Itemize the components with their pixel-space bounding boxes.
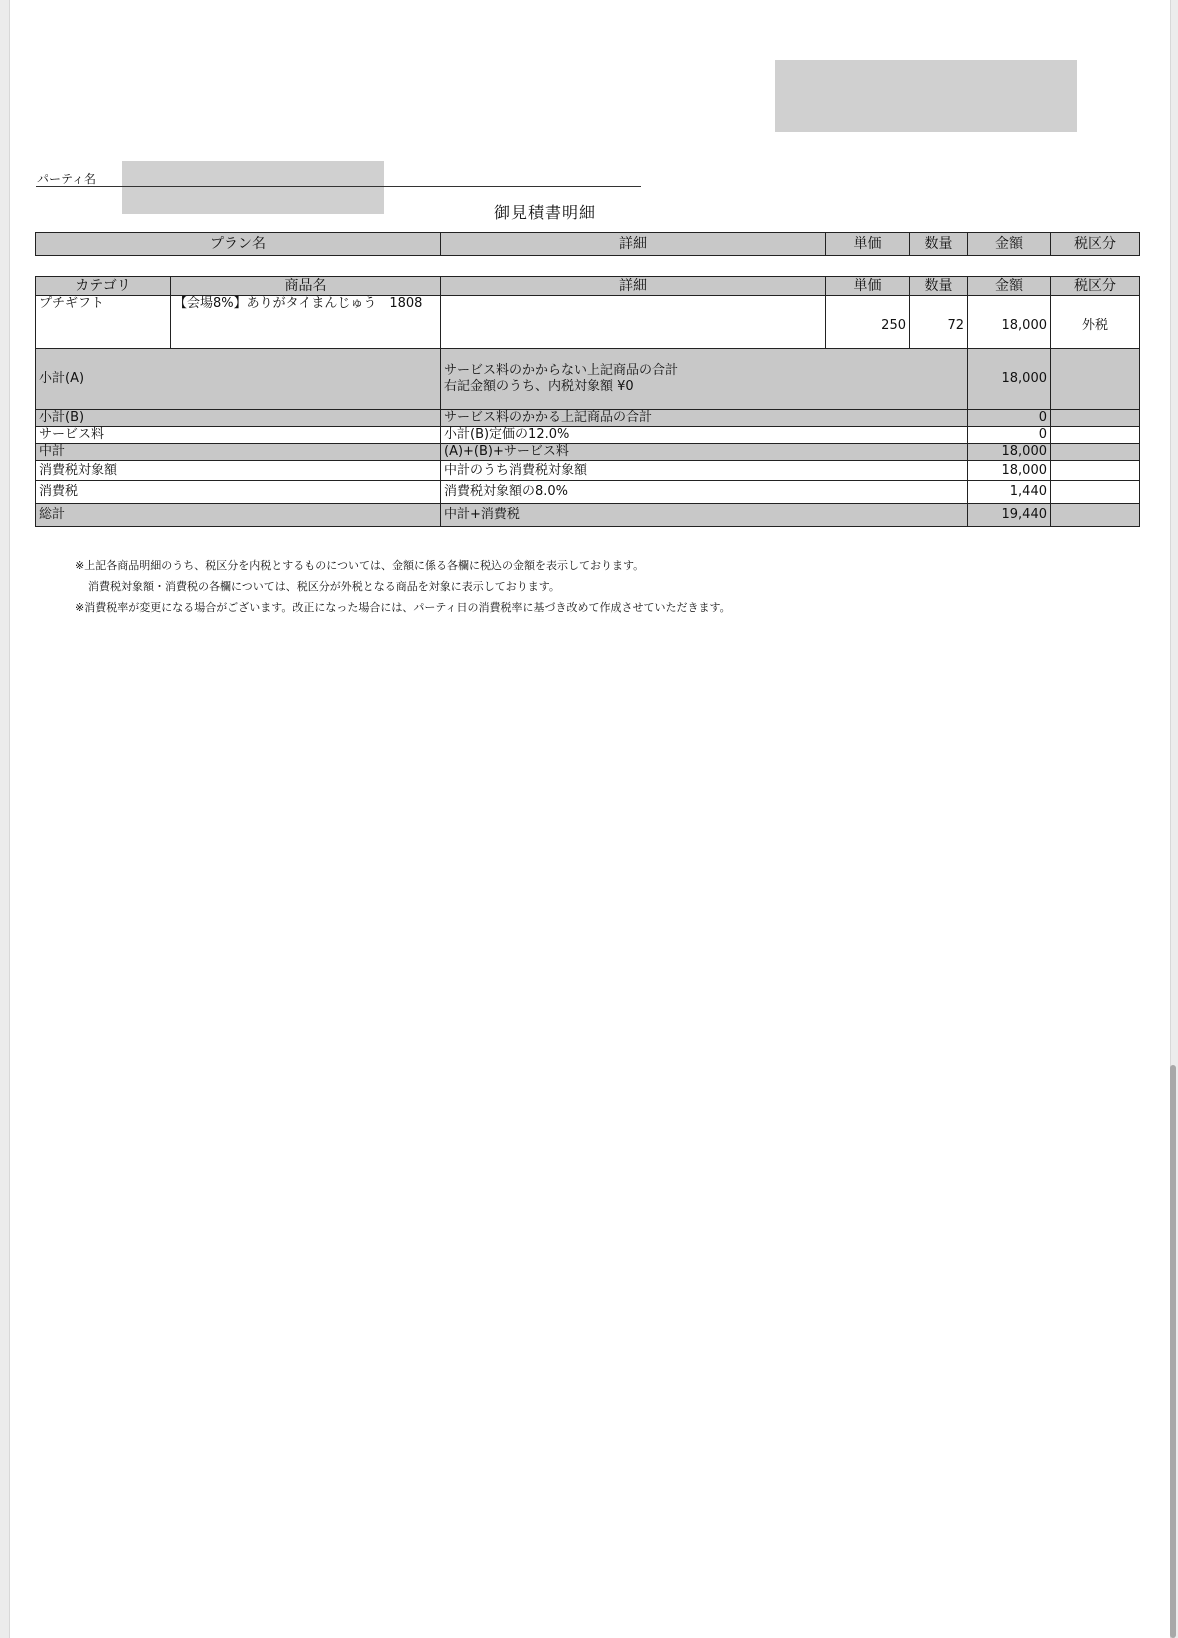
redacted-party-name bbox=[122, 161, 384, 214]
item-quantity: 72 bbox=[910, 296, 968, 349]
party-name-label: パーティ名 bbox=[37, 172, 97, 186]
taxable-amount-tax-cell bbox=[1051, 461, 1140, 481]
product-header: 商品名 bbox=[171, 277, 441, 296]
middle-total-detail: (A)+(B)+サービス料 bbox=[441, 444, 968, 461]
subtotal-a-detail-line1: サービス料のかからない上記商品の合計 bbox=[444, 363, 679, 378]
item-detail bbox=[441, 296, 826, 349]
subtotal-a-tax-cell bbox=[1051, 349, 1140, 410]
service-fee-tax-cell bbox=[1051, 427, 1140, 444]
vertical-scrollbar[interactable] bbox=[1170, 1065, 1176, 1638]
party-name-underline bbox=[36, 186, 641, 187]
subtotal-a-detail-line2: 右記金額のうち、内税対象額 ¥0 bbox=[444, 379, 634, 394]
taxable-amount-value: 18,000 bbox=[968, 461, 1051, 481]
subtotal-b-row bbox=[36, 410, 1140, 427]
footnote-2: 消費税対象額・消費税の各欄については、税区分が外税となる商品を対象に表示しております。 bbox=[88, 580, 560, 593]
consumption-tax-amount: 1,440 bbox=[968, 481, 1051, 504]
grand-total-label: 総計 bbox=[36, 504, 441, 527]
taxable-amount-detail: 中計のうち消費税対象額 bbox=[441, 461, 968, 481]
subtotal-a-amount: 18,000 bbox=[968, 349, 1051, 410]
plan-quantity-header: 数量 bbox=[910, 233, 968, 256]
item-amount: 18,000 bbox=[968, 296, 1051, 349]
middle-total-label: 中計 bbox=[36, 444, 441, 461]
middle-total-amount: 18,000 bbox=[968, 444, 1051, 461]
consumption-tax-row bbox=[36, 481, 1140, 504]
item-detail-header: 詳細 bbox=[441, 277, 826, 296]
grand-total-detail: 中計+消費税 bbox=[441, 504, 968, 527]
item-amount-header: 金額 bbox=[968, 277, 1051, 296]
item-unit-price: 250 bbox=[826, 296, 910, 349]
subtotal-a-detail bbox=[441, 349, 968, 410]
table-row bbox=[36, 296, 1140, 349]
item-table bbox=[35, 276, 1140, 527]
subtotal-b-label: 小計(B) bbox=[36, 410, 441, 427]
middle-total-row bbox=[36, 444, 1140, 461]
footnote-3: ※消費税率が変更になる場合がございます。改正になった場合には、パーティ日の消費税率に基づき改めて作成させていただきます。 bbox=[75, 601, 731, 614]
grand-total-row bbox=[36, 504, 1140, 527]
item-tax-type-header: 税区分 bbox=[1051, 277, 1140, 296]
taxable-amount-row bbox=[36, 461, 1140, 481]
document-title: 御見積書明細 bbox=[493, 203, 596, 222]
consumption-tax-label: 消費税 bbox=[36, 481, 441, 504]
plan-unit-price-header: 単価 bbox=[826, 233, 910, 256]
item-tax-type: 外税 bbox=[1051, 296, 1140, 349]
service-fee-amount: 0 bbox=[968, 427, 1051, 444]
footnote-1: ※上記各商品明細のうち、税区分を内税とするものについては、金額に係る各欄に税込の金額を表示しております。 bbox=[75, 559, 645, 572]
subtotal-b-detail: サービス料のかかる上記商品の合計 bbox=[441, 410, 968, 427]
estimate-page bbox=[9, 0, 1171, 1638]
plan-header-row bbox=[36, 233, 1140, 256]
footnotes bbox=[75, 555, 731, 618]
redacted-block-top bbox=[775, 60, 1077, 132]
subtotal-b-amount: 0 bbox=[968, 410, 1051, 427]
item-product-name: 【会場8%】ありがタイまんじゅう 1808 bbox=[171, 296, 441, 349]
plan-tax-type-header: 税区分 bbox=[1051, 233, 1140, 256]
subtotal-a-label: 小計(A) bbox=[36, 349, 441, 410]
service-fee-row bbox=[36, 427, 1140, 444]
consumption-tax-tax-cell bbox=[1051, 481, 1140, 504]
item-category: プチギフト bbox=[36, 296, 171, 349]
plan-amount-header: 金額 bbox=[968, 233, 1051, 256]
plan-name-header: プラン名 bbox=[36, 233, 441, 256]
consumption-tax-detail: 消費税対象額の8.0% bbox=[441, 481, 968, 504]
category-header: カテゴリ bbox=[36, 277, 171, 296]
taxable-amount-label: 消費税対象額 bbox=[36, 461, 441, 481]
grand-total-amount: 19,440 bbox=[968, 504, 1051, 527]
service-fee-label: サービス料 bbox=[36, 427, 441, 444]
item-header-row bbox=[36, 277, 1140, 296]
plan-table bbox=[35, 232, 1140, 256]
service-fee-detail: 小計(B)定価の12.0% bbox=[441, 427, 968, 444]
subtotal-a-row bbox=[36, 349, 1140, 410]
plan-detail-header: 詳細 bbox=[441, 233, 826, 256]
middle-total-tax-cell bbox=[1051, 444, 1140, 461]
item-unit-price-header: 単価 bbox=[826, 277, 910, 296]
item-quantity-header: 数量 bbox=[910, 277, 968, 296]
subtotal-b-tax-cell bbox=[1051, 410, 1140, 427]
grand-total-tax-cell bbox=[1051, 504, 1140, 527]
